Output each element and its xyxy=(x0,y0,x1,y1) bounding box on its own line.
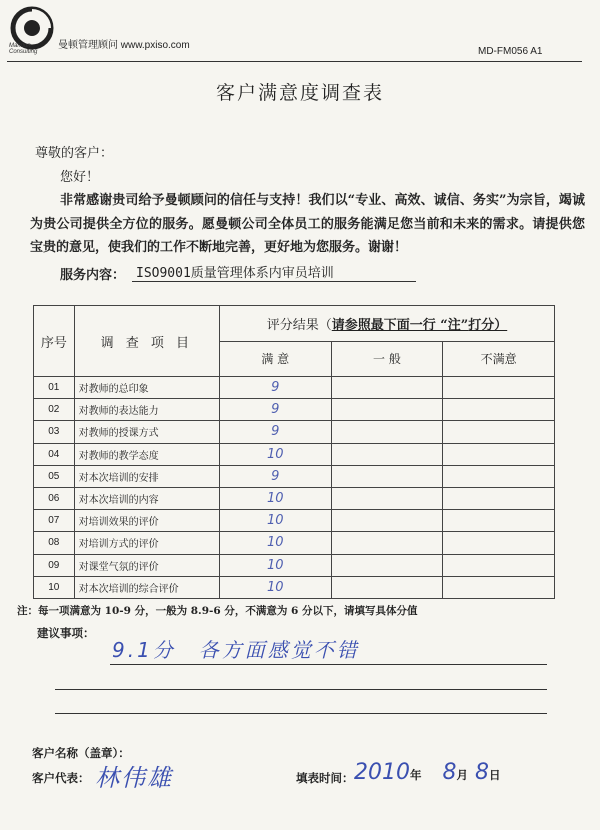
survey-table-body xyxy=(34,377,555,599)
col-header-result: 评分结果（请参照最下面一行 “注”打分） xyxy=(219,306,554,342)
table-row xyxy=(34,532,555,554)
score-unsatisfied xyxy=(443,554,555,576)
table-row xyxy=(34,377,555,399)
row-number: 05 xyxy=(34,465,75,487)
score-average xyxy=(331,487,443,509)
score-satisfied: 9 xyxy=(219,465,331,487)
date-day: 8 xyxy=(474,760,489,785)
score-unsatisfied xyxy=(443,576,555,598)
row-number: 09 xyxy=(34,554,75,576)
table-row xyxy=(34,510,555,532)
col-header-item: 调 查 项 目 xyxy=(74,306,219,377)
score-satisfied: 10 xyxy=(219,532,331,554)
row-item: 对培训效果的评价 xyxy=(74,510,219,532)
score-unsatisfied xyxy=(443,443,555,465)
document-code: MD-FM056 A1 xyxy=(478,46,543,57)
table-row xyxy=(34,443,555,465)
score-unsatisfied xyxy=(443,421,555,443)
table-row xyxy=(34,465,555,487)
score-average xyxy=(331,510,443,532)
score-average xyxy=(331,443,443,465)
suggestion-line xyxy=(55,713,547,714)
score-unsatisfied xyxy=(443,532,555,554)
row-number: 01 xyxy=(34,377,75,399)
score-unsatisfied xyxy=(443,487,555,509)
score-average xyxy=(331,554,443,576)
row-item: 对教师的授课方式 xyxy=(74,421,219,443)
col-header-satisfied: 满 意 xyxy=(219,341,331,377)
company-line: 曼顿管理顾问 www.pxiso.com xyxy=(58,40,190,51)
score-average xyxy=(331,377,443,399)
date-month: 8 xyxy=(442,760,457,785)
score-average xyxy=(331,421,443,443)
score-satisfied: 9 xyxy=(219,377,331,399)
row-number: 04 xyxy=(34,443,75,465)
row-item: 对培训方式的评价 xyxy=(74,532,219,554)
row-number: 07 xyxy=(34,510,75,532)
row-number: 02 xyxy=(34,399,75,421)
table-row xyxy=(34,421,555,443)
client-rep-label: 客户代表： xyxy=(32,771,90,785)
score-satisfied: 10 xyxy=(219,510,331,532)
table-row xyxy=(34,554,555,576)
score-satisfied: 10 xyxy=(219,554,331,576)
row-number: 06 xyxy=(34,487,75,509)
col-header-no: 序号 xyxy=(34,306,75,377)
table-row xyxy=(34,399,555,421)
score-satisfied: 9 xyxy=(219,421,331,443)
score-average xyxy=(331,465,443,487)
table-row xyxy=(34,576,555,598)
page-title: 客户满意度调查表 xyxy=(215,82,384,104)
service-value: ISO9001质量管理体系内审员培训 xyxy=(132,262,416,282)
score-satisfied: 10 xyxy=(219,487,331,509)
score-satisfied: 9 xyxy=(219,399,331,421)
row-item: 对本次培训的综合评价 xyxy=(74,576,219,598)
header-divider xyxy=(7,61,582,62)
scoring-note: 注：每一项满意为 10-9 分，一般为 8.9-6 分，不满意为 6 分以下，请填写具体分值 xyxy=(17,605,418,617)
service-label: 服务内容： xyxy=(60,268,126,283)
score-unsatisfied xyxy=(443,377,555,399)
row-number: 03 xyxy=(34,421,75,443)
greeting: 您好！ xyxy=(60,170,100,185)
row-item: 对本次培训的内容 xyxy=(74,487,219,509)
score-average xyxy=(331,532,443,554)
company-name-en: Mandun Consulting xyxy=(9,43,38,55)
intro-paragraph: 非常感谢贵司给予曼顿顾问的信任与支持！我们以“专业、高效、诚信、务实”为宗旨，竭诚为贵公司提供全方位的服务。愿曼顿公司全体员工的服务能满足您当前和未来的需求。请提供您宝贵的意见，使我们的工作不断地完善，更好地为您服务。谢谢！ xyxy=(30,193,585,255)
col-header-average: 一 般 xyxy=(331,341,443,377)
suggestion-line xyxy=(55,689,547,690)
score-average xyxy=(331,399,443,421)
row-item: 对教师的总印象 xyxy=(74,377,219,399)
score-average xyxy=(331,576,443,598)
fill-date: 2010年 8月 8日 xyxy=(354,760,501,785)
row-item: 对教师的表达能力 xyxy=(74,399,219,421)
col-header-unsatisfied: 不满意 xyxy=(443,341,555,377)
score-unsatisfied xyxy=(443,465,555,487)
score-satisfied: 10 xyxy=(219,443,331,465)
row-number: 08 xyxy=(34,532,75,554)
salutation: 尊敬的客户： xyxy=(35,146,114,161)
date-label: 填表时间： xyxy=(296,771,354,785)
row-item: 对教师的教学态度 xyxy=(74,443,219,465)
date-year: 2010 xyxy=(354,760,410,785)
score-unsatisfied xyxy=(443,510,555,532)
suggestion-handwriting: 9.1分 各方面感觉不错 xyxy=(112,638,360,662)
client-name-label: 客户名称（盖章）： xyxy=(32,746,130,760)
suggestion-label: 建议事项： xyxy=(37,626,95,640)
survey-table xyxy=(33,305,555,599)
table-row xyxy=(34,487,555,509)
score-unsatisfied xyxy=(443,399,555,421)
row-number: 10 xyxy=(34,576,75,598)
row-item: 对本次培训的安排 xyxy=(74,465,219,487)
client-rep-signature: 林伟雄 xyxy=(95,764,173,792)
suggestion-line xyxy=(110,664,547,665)
row-item: 对课堂气氛的评价 xyxy=(74,554,219,576)
score-satisfied: 10 xyxy=(219,576,331,598)
